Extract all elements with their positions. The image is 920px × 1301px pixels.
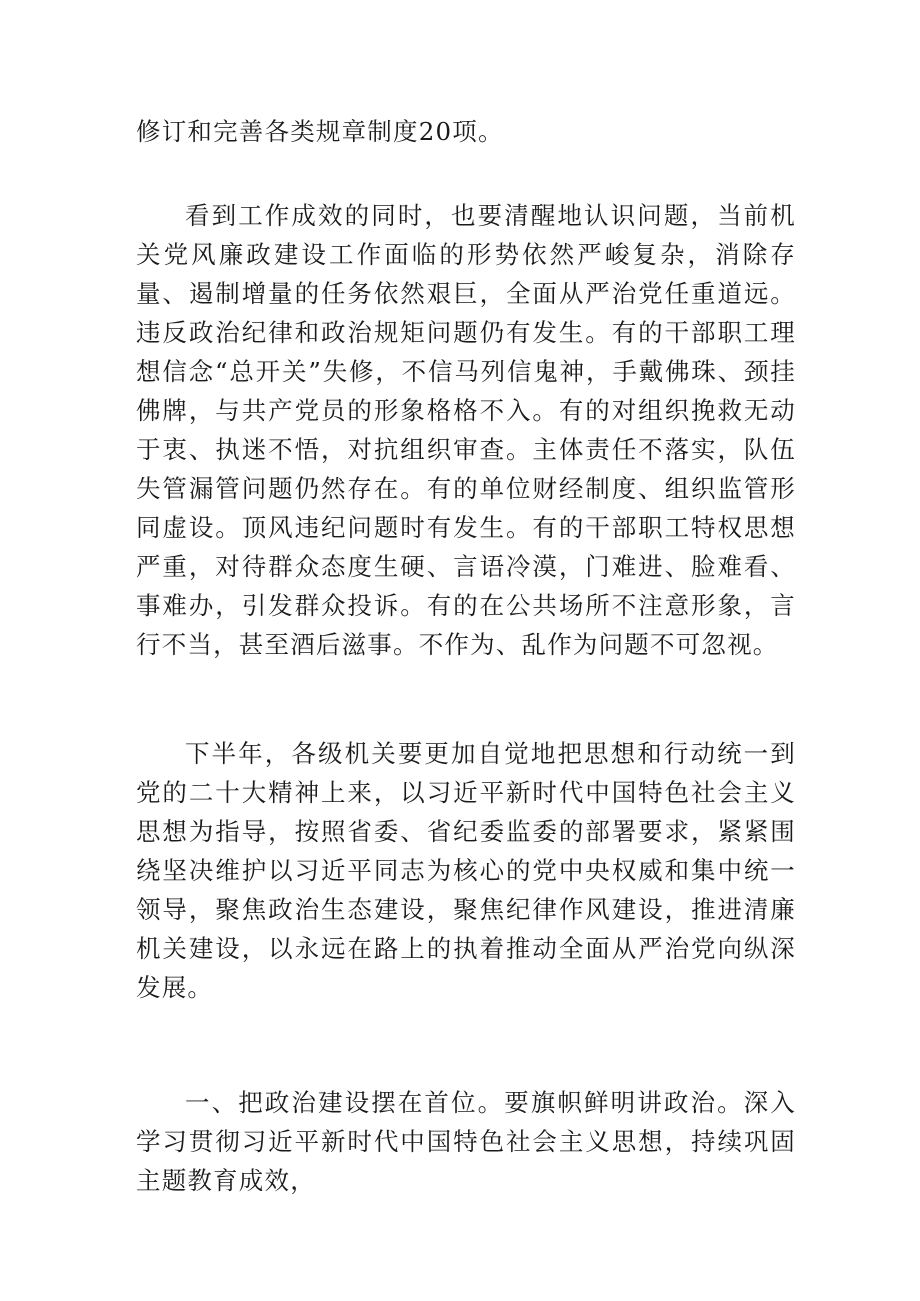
paragraph-regulations-count: 修订和完善各类规章制度20项。 bbox=[136, 117, 504, 146]
paragraph-problems: 看到工作成效的同时，也要清醒地认识问题，当前机关党风廉政建设工作面临的形势依然严峻复杂，消除存量、遏制增量的任务依然艰巨，全面从严治党任重道远。违反政治纪律和政治规矩问题仍有发生。有的干部职工理想信念“总开关”失修，不信马列信鬼神，手戴佛珠、颈挂佛牌，与共产党员的形象格格不入。有的对组织挽救无动于衷、执迷不悟，对抗组织审查。主体责任不落实，队伍失管漏管问题仍然存在。有的单位财经制度、组织监管形同虚设。顶风违纪问题时有发生。有的干部职工特权思想严重，对待群众态度生硬、言语冷漠，门难进、脸难看、事难办，引发群众投诉。有的在公共场所不注意形象，言行不当，甚至酒后滋事。不作为、乱作为问题不可忽视。 bbox=[136, 201, 796, 659]
paragraph-second-half-plan: 下半年，各级机关要更加自觉地把思想和行动统一到党的二十大精神上来，以习近平新时代中国特色社会主义思想为指导，按照省委、省纪委监委的部署要求，紧紧围绕坚决维护以习近平同志为核心的党中央权威和集中统一领导，聚焦政治生态建设，聚焦纪律作风建设，推进清廉机关建设，以永远在路上的执着推动全面从严治党向纵深发展。 bbox=[136, 739, 796, 1002]
paragraph-political-construction: 一、把政治建设摆在首位。要旗帜鲜明讲政治。深入学习贯彻习近平新时代中国特色社会主义思想，持续巩固主题教育成效， bbox=[136, 1088, 796, 1195]
